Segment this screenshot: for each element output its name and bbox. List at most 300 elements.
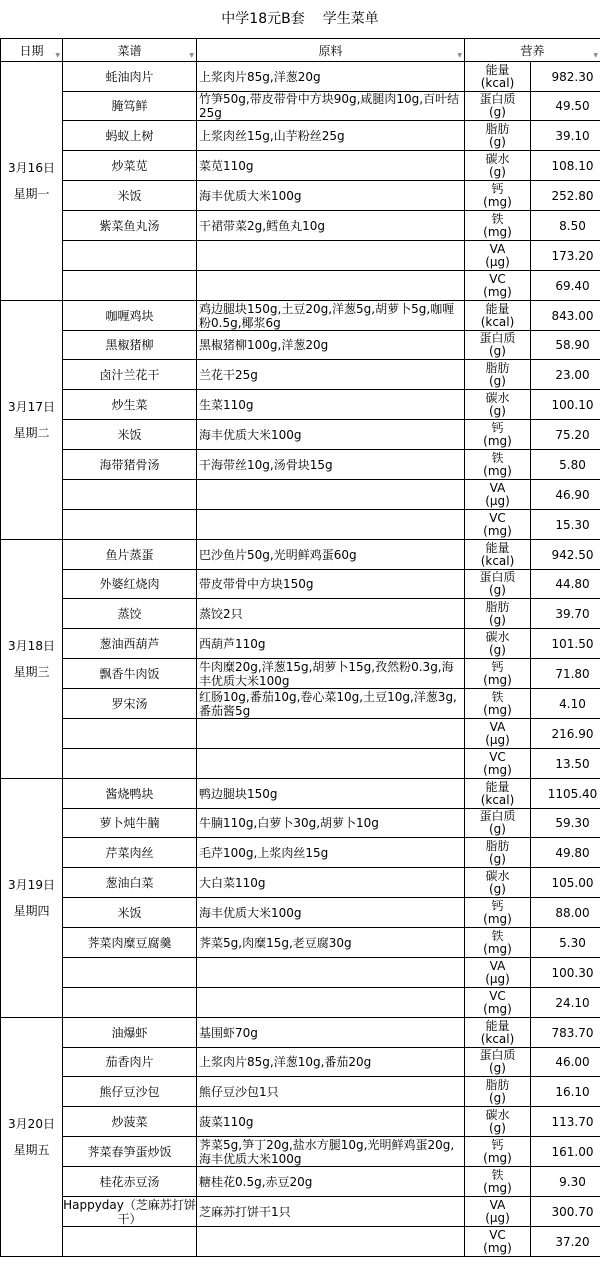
nutrient-label — [465, 121, 531, 151]
nutrient-name: VC — [489, 988, 506, 1003]
dish-ingredients: 上浆肉片85g,洋葱10g,番茄20g — [197, 1048, 465, 1077]
nutrient-unit: (mg) — [483, 911, 512, 926]
dish-name: 酱烧鸭块 — [63, 779, 197, 809]
table-row — [1, 779, 600, 809]
nutrient-name: 碳水 — [485, 390, 510, 405]
day-date-cell — [1, 1018, 63, 1257]
nutrient-unit: (μg) — [485, 1210, 510, 1225]
day-date-cell — [1, 301, 63, 540]
nutrient-name: VA — [489, 958, 506, 973]
table-row — [1, 390, 600, 420]
nutrient-label — [465, 540, 531, 570]
dish-ingredients: 牛肉糜20g,洋葱15g,胡萝卜15g,孜然粉0.3g,海丰优质大米100g — [197, 659, 465, 689]
nutrient-label — [465, 958, 531, 988]
day-date-cell — [1, 62, 63, 301]
dish-name: 蚝油肉片 — [63, 62, 197, 92]
nutrient-unit: (kcal) — [480, 1031, 515, 1046]
nutrient-value: 100.10 — [531, 390, 600, 420]
nutrient-value: 37.20 — [531, 1227, 600, 1257]
dish-name: 鱼片蒸蛋 — [63, 540, 197, 570]
header-nutrition[interactable]: 营养 ▼ — [465, 39, 600, 62]
nutrient-value: 13.50 — [531, 749, 600, 779]
nutrient-name: 脂肪 — [485, 599, 510, 614]
dish-name — [63, 749, 197, 779]
nutrient-name: 铁 — [491, 211, 504, 226]
nutrient-value: 5.30 — [531, 928, 600, 958]
table-row — [1, 898, 600, 928]
nutrient-name: VA — [489, 480, 506, 495]
table-row — [1, 1167, 600, 1197]
day-date: 3月18日 — [8, 639, 55, 653]
nutrient-label — [465, 659, 531, 689]
dish-name: 葱油西葫芦 — [63, 629, 197, 659]
page-title — [0, 0, 600, 38]
nutrient-name: VC — [489, 271, 506, 286]
dish-ingredients: 牛腩110g,白萝卜30g,胡萝卜10g — [197, 809, 465, 838]
table-row — [1, 271, 600, 301]
table-row — [1, 331, 600, 360]
dish-ingredients: 上浆肉片85g,洋葱20g — [197, 62, 465, 92]
nutrient-unit: (mg) — [483, 941, 512, 956]
nutrient-unit: (mg) — [483, 1180, 512, 1195]
nutrient-name: 能量 — [485, 779, 510, 794]
table-row — [1, 62, 600, 92]
dish-name: 芹菜肉丝 — [63, 838, 197, 868]
dish-ingredients: 荠菜5g,肉糜15g,老豆腐30g — [197, 928, 465, 958]
nutrient-unit: (g) — [489, 1120, 506, 1135]
nutrient-label — [465, 241, 531, 271]
nutrient-value: 71.80 — [531, 659, 600, 689]
nutrient-name: 脂肪 — [485, 1077, 510, 1092]
day-date-cell — [1, 779, 63, 1018]
dish-ingredients: 大白菜110g — [197, 868, 465, 898]
nutrient-value: 46.00 — [531, 1048, 600, 1077]
nutrient-unit: (g) — [489, 164, 506, 179]
dish-ingredients: 海丰优质大米100g — [197, 181, 465, 211]
nutrient-name: 能量 — [485, 1018, 510, 1033]
nutrient-unit: (mg) — [483, 284, 512, 299]
nutrient-unit: (μg) — [485, 971, 510, 986]
header-ingredients[interactable]: 原料 ▼ — [197, 39, 465, 62]
nutrient-label — [465, 181, 531, 211]
nutrient-unit: (mg) — [483, 1240, 512, 1255]
nutrient-value: 101.50 — [531, 629, 600, 659]
nutrient-label — [465, 689, 531, 719]
header-dish[interactable]: 菜谱 ▼ — [63, 39, 197, 62]
nutrient-value: 108.10 — [531, 151, 600, 181]
nutrient-name: 铁 — [491, 1167, 504, 1182]
dish-ingredients: 西葫芦110g — [197, 629, 465, 659]
day-weekday: 星期四 — [13, 904, 50, 918]
nutrient-value: 8.50 — [531, 211, 600, 241]
dish-ingredients — [197, 1227, 465, 1257]
dish-ingredients: 芝麻苏打饼干1只 — [197, 1197, 465, 1227]
nutrient-value: 59.30 — [531, 809, 600, 838]
dish-ingredients: 蒸饺2只 — [197, 599, 465, 629]
dish-ingredients: 毛芹100g,上浆肉丝15g — [197, 838, 465, 868]
nutrient-label — [465, 211, 531, 241]
dish-ingredients: 鸭边腿块150g — [197, 779, 465, 809]
nutrient-label — [465, 898, 531, 928]
table-row — [1, 570, 600, 599]
dish-name: 油爆虾 — [63, 1018, 197, 1048]
table-row — [1, 241, 600, 271]
nutrient-name: VA — [489, 241, 506, 256]
nutrient-value: 843.00 — [531, 301, 600, 331]
nutrient-label — [465, 988, 531, 1018]
nutrient-label — [465, 1167, 531, 1197]
dish-name — [63, 958, 197, 988]
nutrient-unit: (g) — [489, 583, 506, 597]
nutrient-label — [465, 629, 531, 659]
nutrient-value: 942.50 — [531, 540, 600, 570]
table-row — [1, 92, 600, 121]
dish-name: 飘香牛肉饭 — [63, 659, 197, 689]
dish-name: 外婆红烧肉 — [63, 570, 197, 599]
nutrient-label — [465, 599, 531, 629]
nutrient-label — [465, 420, 531, 450]
dish-name: 茄香肉片 — [63, 1048, 197, 1077]
nutrient-unit: (mg) — [483, 672, 512, 687]
dish-name: 米饭 — [63, 420, 197, 450]
menu-body — [1, 62, 600, 1257]
nutrient-value: 23.00 — [531, 360, 600, 390]
nutrient-unit: (g) — [489, 1061, 506, 1075]
dish-ingredients: 基围虾70g — [197, 1018, 465, 1048]
nutrient-value: 100.30 — [531, 958, 600, 988]
dish-name: 炒生菜 — [63, 390, 197, 420]
nutrient-label — [465, 510, 531, 540]
table-row — [1, 1137, 600, 1167]
dish-ingredients: 兰花干25g — [197, 360, 465, 390]
nutrient-name: 蛋白质 — [479, 92, 516, 106]
nutrient-value: 161.00 — [531, 1137, 600, 1167]
filter-icon[interactable]: ▼ — [457, 52, 462, 59]
nutrient-unit: (kcal) — [480, 792, 515, 807]
table-row — [1, 659, 600, 689]
nutrient-name: 碳水 — [485, 151, 510, 166]
table-row — [1, 958, 600, 988]
nutrient-unit: (g) — [489, 344, 506, 358]
dish-ingredients — [197, 480, 465, 510]
title-sub: 学生菜单 — [322, 11, 379, 27]
nutrient-name: 脂肪 — [485, 121, 510, 136]
nutrient-name: 蛋白质 — [479, 809, 516, 823]
nutrient-name: 碳水 — [485, 1107, 510, 1122]
dish-name — [63, 480, 197, 510]
day-date: 3月19日 — [8, 878, 55, 892]
nutrient-unit: (mg) — [483, 224, 512, 239]
table-row — [1, 480, 600, 510]
table-row — [1, 121, 600, 151]
day-weekday: 星期二 — [13, 426, 50, 440]
dish-ingredients: 竹笋50g,带皮带骨中方块90g,咸腿肉10g,百叶结25g — [197, 92, 465, 121]
table-row — [1, 809, 600, 838]
nutrient-value: 216.90 — [531, 719, 600, 749]
nutrient-name: 蛋白质 — [479, 331, 516, 345]
table-row — [1, 988, 600, 1018]
nutrient-name: 钙 — [491, 1137, 504, 1152]
dish-name: 荠菜肉糜豆腐羹 — [63, 928, 197, 958]
nutrient-label — [465, 151, 531, 181]
nutrient-value: 252.80 — [531, 181, 600, 211]
table-row — [1, 360, 600, 390]
dish-ingredients — [197, 719, 465, 749]
nutrient-value: 5.80 — [531, 450, 600, 480]
nutrient-value: 982.30 — [531, 62, 600, 92]
nutrient-name: 能量 — [485, 301, 510, 316]
nutrient-unit: (mg) — [483, 523, 512, 538]
table-row — [1, 181, 600, 211]
nutrient-name: 钙 — [491, 659, 504, 674]
nutrient-unit: (g) — [489, 642, 506, 657]
nutrient-name: VC — [489, 1227, 506, 1242]
nutrient-label — [465, 1018, 531, 1048]
nutrient-label — [465, 92, 531, 121]
dish-name — [63, 719, 197, 749]
nutrient-value: 49.80 — [531, 838, 600, 868]
nutrient-unit: (μg) — [485, 732, 510, 747]
dish-ingredients: 荠菜5g,笋丁20g,盐水方腿10g,光明鲜鸡蛋20g,海丰优质大米100g — [197, 1137, 465, 1167]
nutrient-value: 15.30 — [531, 510, 600, 540]
nutrient-name: 能量 — [485, 62, 510, 77]
nutrient-unit: (g) — [489, 105, 506, 119]
dish-ingredients — [197, 958, 465, 988]
nutrient-name: VC — [489, 749, 506, 764]
nutrient-name: 钙 — [491, 898, 504, 913]
nutrient-value: 44.80 — [531, 570, 600, 599]
nutrient-label — [465, 928, 531, 958]
nutrient-unit: (mg) — [483, 1150, 512, 1165]
dish-name — [63, 510, 197, 540]
dish-ingredients: 红肠10g,番茄10g,卷心菜10g,土豆10g,洋葱3g,番茄酱5g — [197, 689, 465, 719]
dish-name: 熊仔豆沙包 — [63, 1077, 197, 1107]
table-row — [1, 928, 600, 958]
nutrient-label — [465, 779, 531, 809]
nutrient-label — [465, 62, 531, 92]
nutrient-unit: (g) — [489, 1090, 506, 1105]
nutrient-label — [465, 570, 531, 599]
nutrient-name: 脂肪 — [485, 360, 510, 375]
title-main: 中学18元B套 — [221, 11, 305, 27]
nutrient-label — [465, 1227, 531, 1257]
table-row — [1, 1107, 600, 1137]
dish-name: 桂花赤豆汤 — [63, 1167, 197, 1197]
dish-ingredients: 生菜110g — [197, 390, 465, 420]
table-row — [1, 1018, 600, 1048]
nutrient-unit: (mg) — [483, 433, 512, 448]
menu-table — [0, 38, 600, 1257]
nutrient-value: 113.70 — [531, 1107, 600, 1137]
nutrient-unit: (mg) — [483, 194, 512, 209]
nutrient-name: 铁 — [491, 689, 504, 704]
nutrient-unit: (g) — [489, 373, 506, 388]
nutrient-value: 39.10 — [531, 121, 600, 151]
dish-name: 咖喱鸡块 — [63, 301, 197, 331]
nutrient-name: 铁 — [491, 928, 504, 943]
nutrient-value: 1105.40 — [531, 779, 600, 809]
dish-name: 蚂蚁上树 — [63, 121, 197, 151]
nutrient-value: 4.10 — [531, 689, 600, 719]
header-date[interactable]: 日期 ▼ — [1, 39, 63, 62]
dish-ingredients — [197, 749, 465, 779]
dish-name: 荠菜春笋蛋炒饭 — [63, 1137, 197, 1167]
nutrient-unit: (g) — [489, 851, 506, 866]
nutrient-name: 铁 — [491, 450, 504, 465]
nutrient-label — [465, 749, 531, 779]
dish-ingredients: 菜苋110g — [197, 151, 465, 181]
nutrient-value: 75.20 — [531, 420, 600, 450]
nutrient-unit: (mg) — [483, 463, 512, 478]
table-row — [1, 629, 600, 659]
nutrient-unit: (μg) — [485, 254, 510, 269]
dish-name — [63, 988, 197, 1018]
nutrient-value: 105.00 — [531, 868, 600, 898]
dish-name: 黑椒猪柳 — [63, 331, 197, 360]
dish-ingredients: 菠菜110g — [197, 1107, 465, 1137]
nutrient-value: 24.10 — [531, 988, 600, 1018]
nutrient-name: VC — [489, 510, 506, 525]
dish-ingredients — [197, 510, 465, 540]
table-row — [1, 301, 600, 331]
nutrient-value: 58.90 — [531, 331, 600, 360]
nutrient-unit: (g) — [489, 881, 506, 896]
nutrient-name: 碳水 — [485, 868, 510, 883]
nutrient-label — [465, 360, 531, 390]
nutrient-label — [465, 838, 531, 868]
filter-icon[interactable]: ▼ — [593, 52, 599, 59]
dish-name: 腌笃鲜 — [63, 92, 197, 121]
table-row — [1, 151, 600, 181]
day-date: 3月17日 — [8, 400, 55, 414]
nutrient-label — [465, 450, 531, 480]
nutrient-value: 16.10 — [531, 1077, 600, 1107]
table-row — [1, 868, 600, 898]
dish-name: 炒菠菜 — [63, 1107, 197, 1137]
nutrient-name: 脂肪 — [485, 838, 510, 853]
nutrient-value: 49.50 — [531, 92, 600, 121]
table-row — [1, 1048, 600, 1077]
nutrient-value: 9.30 — [531, 1167, 600, 1197]
dish-ingredients: 海丰优质大米100g — [197, 898, 465, 928]
table-row — [1, 719, 600, 749]
table-row — [1, 450, 600, 480]
nutrient-label — [465, 1107, 531, 1137]
day-weekday: 星期五 — [13, 1143, 50, 1157]
table-row — [1, 689, 600, 719]
filter-icon[interactable]: ▼ — [189, 52, 194, 59]
dish-name: 海带猪骨汤 — [63, 450, 197, 480]
nutrient-unit: (kcal) — [480, 314, 515, 329]
nutrient-name: VA — [489, 1197, 506, 1212]
nutrient-value: 88.00 — [531, 898, 600, 928]
nutrient-name: VA — [489, 719, 506, 734]
dish-ingredients: 黑椒猪柳100g,洋葱20g — [197, 331, 465, 360]
nutrient-name: 蛋白质 — [479, 1048, 516, 1062]
table-row — [1, 599, 600, 629]
nutrient-label — [465, 868, 531, 898]
nutrient-name: 碳水 — [485, 629, 510, 644]
header-row — [1, 39, 600, 62]
dish-name: 蒸饺 — [63, 599, 197, 629]
nutrient-name: 钙 — [491, 420, 504, 435]
dish-name: 萝卜炖牛腩 — [63, 809, 197, 838]
dish-ingredients — [197, 271, 465, 301]
dish-ingredients: 鸡边腿块150g,土豆20g,洋葱5g,胡萝卜5g,咖喱粉0.5g,椰浆6g — [197, 301, 465, 331]
dish-ingredients: 熊仔豆沙包1只 — [197, 1077, 465, 1107]
nutrient-value: 783.70 — [531, 1018, 600, 1048]
dish-ingredients: 海丰优质大米100g — [197, 420, 465, 450]
dish-name: 葱油白菜 — [63, 868, 197, 898]
table-row — [1, 211, 600, 241]
day-date: 3月16日 — [8, 161, 55, 175]
nutrient-value: 39.70 — [531, 599, 600, 629]
nutrient-label — [465, 1137, 531, 1167]
dish-ingredients: 带皮带骨中方块150g — [197, 570, 465, 599]
dish-name: 卤汁兰花干 — [63, 360, 197, 390]
nutrient-value: 46.90 — [531, 480, 600, 510]
dish-name: 米饭 — [63, 898, 197, 928]
nutrient-value: 69.40 — [531, 271, 600, 301]
nutrient-unit: (mg) — [483, 1001, 512, 1016]
table-row — [1, 540, 600, 570]
table-row — [1, 838, 600, 868]
nutrient-label — [465, 1048, 531, 1077]
nutrient-value: 300.70 — [531, 1197, 600, 1227]
nutrient-unit: (mg) — [483, 762, 512, 777]
dish-ingredients: 巴沙鱼片50g,光明鲜鸡蛋60g — [197, 540, 465, 570]
nutrient-unit: (kcal) — [480, 553, 515, 568]
nutrient-label — [465, 271, 531, 301]
nutrient-unit: (g) — [489, 822, 506, 836]
nutrient-unit: (μg) — [485, 493, 510, 508]
filter-icon[interactable]: ▼ — [55, 52, 60, 59]
table-row — [1, 1227, 600, 1257]
dish-name: Happyday（芝麻苏打饼干） — [63, 1197, 196, 1226]
dish-name — [63, 271, 197, 301]
day-date: 3月20日 — [8, 1117, 55, 1131]
nutrient-label — [465, 480, 531, 510]
dish-name — [63, 241, 197, 271]
table-row — [1, 1077, 600, 1107]
nutrient-unit: (g) — [489, 403, 506, 418]
day-weekday: 星期三 — [13, 665, 50, 679]
nutrient-label — [465, 390, 531, 420]
dish-ingredients: 糖桂花0.5g,赤豆20g — [197, 1167, 465, 1197]
dish-name: 罗宋汤 — [63, 689, 197, 719]
nutrient-label — [465, 719, 531, 749]
dish-ingredients: 干裙带菜2g,鳕鱼丸10g — [197, 211, 465, 241]
nutrient-label — [465, 809, 531, 838]
nutrient-name: 钙 — [491, 181, 504, 196]
nutrient-unit: (g) — [489, 134, 506, 149]
nutrient-unit: (kcal) — [480, 75, 515, 90]
nutrient-name: 蛋白质 — [479, 570, 516, 584]
nutrient-name: 能量 — [485, 540, 510, 555]
day-date-cell — [1, 540, 63, 779]
dish-ingredients: 干海带丝10g,汤骨块15g — [197, 450, 465, 480]
nutrient-unit: (g) — [489, 612, 506, 627]
table-row — [1, 510, 600, 540]
nutrient-unit: (mg) — [483, 702, 512, 717]
dish-name: 炒菜苋 — [63, 151, 197, 181]
table-row — [1, 1197, 600, 1227]
dish-name — [63, 1227, 197, 1257]
dish-ingredients — [197, 241, 465, 271]
nutrient-label — [465, 331, 531, 360]
nutrient-label — [465, 1197, 531, 1227]
day-weekday: 星期一 — [13, 187, 50, 201]
